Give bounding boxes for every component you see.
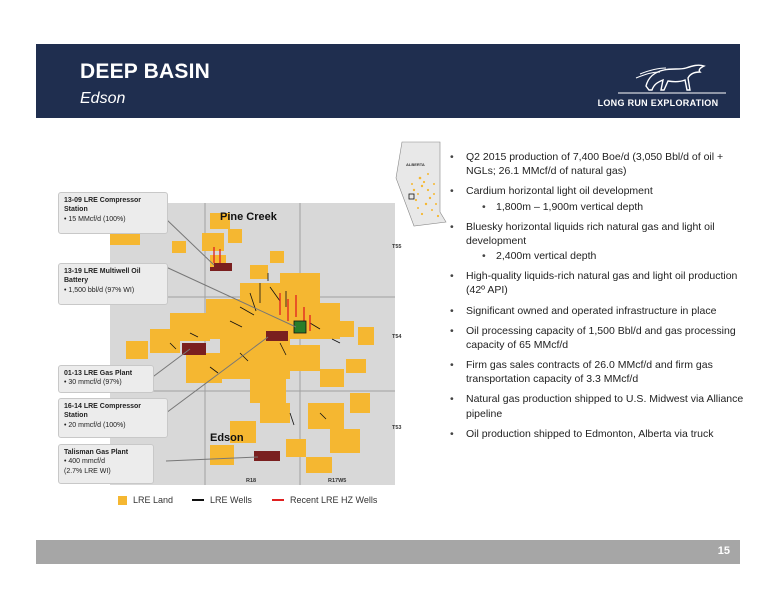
company-logo bbox=[588, 56, 728, 108]
asset-map bbox=[110, 203, 395, 485]
legend-recent-hz-wells bbox=[272, 495, 377, 505]
township-label: T54 bbox=[392, 334, 402, 340]
callout-title: 16-14 LRE Compressor Station bbox=[64, 403, 142, 420]
bullet-item: • Oil processing capacity of 1,500 Bbl/d and gas processing capacity of 65 MMcf/d bbox=[450, 324, 750, 352]
bullet-item: • Natural gas production shipped to U.S. Midwest via Alliance pipeline bbox=[450, 392, 750, 420]
alberta-inset-map bbox=[392, 138, 450, 230]
logo-text: LONG RUN EXPLORATION bbox=[597, 98, 719, 108]
bullet-item: • Cardium horizontal light oil development • 1,800m – 1,900m vertical depth bbox=[450, 184, 750, 213]
bullet-item: • Bluesky horizontal liquids rich natural gas and light oil development • 2,400m vertical depth bbox=[450, 220, 750, 264]
callout-13-09-compressor bbox=[58, 192, 168, 234]
footer-bar bbox=[36, 540, 740, 564]
township-label: T53 bbox=[392, 425, 402, 431]
callout-detail: • 400 mmcf/d bbox=[64, 458, 105, 466]
callout-13-19-oil-battery bbox=[58, 263, 168, 305]
asset-map-graphic bbox=[110, 203, 395, 485]
legend-label: Recent LRE HZ Wells bbox=[290, 495, 378, 505]
range-label: R17W5 bbox=[328, 478, 347, 484]
callout-detail: • 1,500 bbl/d (97% WI) bbox=[64, 286, 135, 294]
land-swatch-icon bbox=[118, 496, 127, 505]
town-label-edson: Edson bbox=[210, 432, 244, 444]
page-title: DEEP BASIN bbox=[80, 60, 210, 83]
range-label: R18 bbox=[246, 478, 257, 484]
callout-title: 13-19 LRE Multiwell Oil Battery bbox=[64, 268, 141, 285]
callout-01-13-gas-plant bbox=[58, 365, 154, 393]
callout-talisman-gas-plant bbox=[58, 444, 154, 484]
callout-detail: • 20 mmcf/d (100%) bbox=[64, 421, 126, 429]
bullet-item: • High-quality liquids-rich natural gas and light oil production (42º API) bbox=[450, 269, 750, 297]
callout-detail: • 30 mmcf/d (97%) bbox=[64, 379, 122, 387]
bullet-item: • Firm gas sales contracts of 26.0 MMcf/d and firm gas transportation capacity of 3.3 MMcf/d bbox=[450, 358, 750, 386]
page-subtitle: Edson bbox=[80, 90, 126, 107]
legend-lre-land bbox=[118, 495, 173, 505]
callout-title: 01-13 LRE Gas Plant bbox=[64, 370, 133, 377]
legend-lre-wells bbox=[192, 495, 252, 505]
page-number: 15 bbox=[717, 545, 730, 557]
well-line-icon bbox=[192, 499, 204, 501]
bullet-item: • Significant owned and operated infrastructure in place bbox=[450, 304, 750, 318]
horse-logo-icon bbox=[588, 56, 728, 98]
bullet-item: • Q2 2015 production of 7,400 Boe/d (3,050 Bbl/d of oil + NGLs; 26.1 MMcf/d of natural gas) bbox=[450, 150, 750, 178]
sub-bullet-item: • 2,400m vertical depth bbox=[466, 249, 750, 263]
header-banner bbox=[36, 44, 740, 118]
callout-title: Talisman Gas Plant bbox=[64, 449, 129, 456]
callout-detail: • 15 MMcf/d (100%) bbox=[64, 215, 126, 223]
bullet-item: • Oil production shipped to Edmonton, Alberta via truck bbox=[450, 427, 750, 441]
town-label-pine-creek: Pine Creek bbox=[220, 211, 277, 223]
legend-label: LRE Land bbox=[133, 495, 174, 505]
legend-label: LRE Wells bbox=[210, 495, 252, 505]
sub-bullet-item: • 1,800m – 1,900m vertical depth bbox=[466, 200, 750, 214]
callout-16-14-compressor bbox=[58, 398, 168, 438]
inset-map-label: ALBERTA bbox=[406, 162, 425, 167]
callout-detail-2: (2.7% LRE WI) bbox=[64, 467, 111, 475]
township-label: T55 bbox=[392, 244, 402, 250]
hz-well-line-icon bbox=[272, 499, 284, 501]
callout-title: 13-09 LRE Compressor Station bbox=[64, 197, 142, 214]
key-points-list bbox=[450, 150, 750, 447]
